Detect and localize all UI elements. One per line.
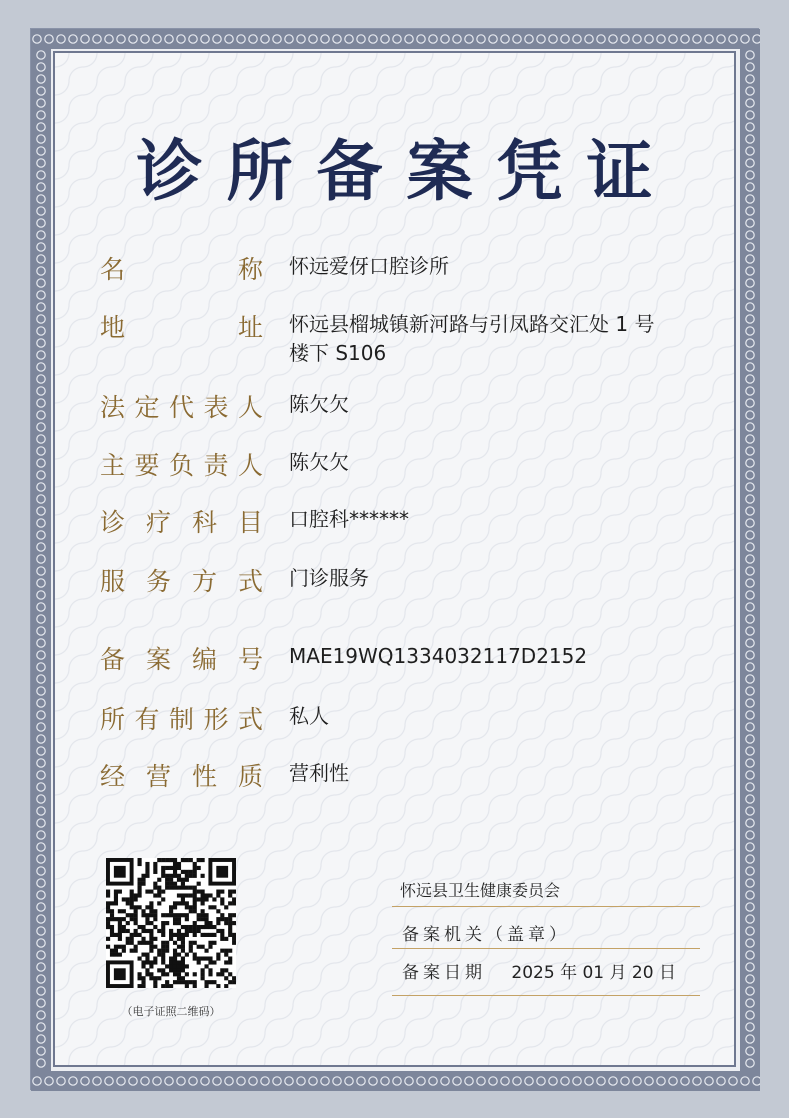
field-label <box>100 503 263 539</box>
field-label-char: 有 <box>134 705 160 734</box>
field-label-char: 址 <box>237 313 263 342</box>
field-label-char: 负 <box>168 451 194 480</box>
field-label-char: 制 <box>168 705 194 734</box>
filing-date-label: 备案日期 <box>402 963 486 983</box>
field-label-char: 务 <box>145 567 171 596</box>
field-value <box>289 642 709 671</box>
field-label-char: 代 <box>168 393 194 422</box>
field-value-line: 营利性 <box>289 761 349 785</box>
field-value-line: MAE19WQ1334032117D2152 <box>289 644 588 668</box>
field-value-line: 私人 <box>289 704 329 728</box>
field-value <box>289 448 709 477</box>
field-label-char: 方 <box>191 567 217 596</box>
field-label-char: 称 <box>237 255 263 284</box>
issuing-agency: 怀远县卫生健康委员会 <box>400 881 561 900</box>
field-label <box>100 640 263 676</box>
field-label-char: 诊 <box>100 508 126 537</box>
field-label <box>100 562 263 598</box>
field-label-char: 责 <box>203 451 229 480</box>
field-label-char: 性 <box>191 762 217 791</box>
field-label-char: 形 <box>203 705 229 734</box>
field-label <box>100 250 263 286</box>
field-label-char: 地 <box>100 313 126 342</box>
field-label-char: 表 <box>203 393 229 422</box>
field-label-char: 要 <box>134 451 160 480</box>
field-value <box>289 759 709 788</box>
filing-date-row <box>402 958 676 983</box>
field-value <box>289 702 709 731</box>
field-value <box>289 564 709 593</box>
field-label <box>100 446 263 482</box>
field-label <box>100 757 263 793</box>
field-label-char: 法 <box>100 393 126 422</box>
field-label-char: 所 <box>100 705 126 734</box>
divider-line <box>392 906 700 907</box>
field-label-char: 式 <box>237 567 263 596</box>
field-label-char: 疗 <box>145 508 171 537</box>
seal-label: 备案机关（盖章） <box>402 925 570 945</box>
field-label <box>100 388 263 424</box>
certificate-title: 诊所备案凭证 <box>136 133 677 210</box>
field-label-char: 定 <box>134 393 160 422</box>
field-label-char: 主 <box>100 451 126 480</box>
field-label-char: 编 <box>191 645 217 674</box>
field-label-char: 式 <box>237 705 263 734</box>
qr-code <box>106 858 236 988</box>
field-value <box>289 505 709 534</box>
qr-caption: （电子证照二维码） <box>121 1005 221 1018</box>
field-label-char: 名 <box>100 255 126 284</box>
field-value-line: 陈欠欠 <box>289 450 349 474</box>
field-label-char: 号 <box>237 645 263 674</box>
field-label-char: 案 <box>145 645 171 674</box>
field-value <box>289 310 709 368</box>
field-label-char: 科 <box>191 508 217 537</box>
field-label-char: 人 <box>237 451 263 480</box>
field-value-line: 门诊服务 <box>289 566 369 590</box>
field-value <box>289 390 709 419</box>
field-label <box>100 308 263 344</box>
field-value-line: 怀远县榴城镇新河路与引凤路交汇处 1 号 <box>289 312 655 336</box>
field-label-char: 目 <box>237 508 263 537</box>
field-label-char: 备 <box>100 645 126 674</box>
field-value-line: 口腔科****** <box>289 507 409 531</box>
divider-line <box>392 948 700 949</box>
field-value-line: 陈欠欠 <box>289 392 349 416</box>
field-label-char: 服 <box>100 567 126 596</box>
filing-date-value: 2025 年 01 月 20 日 <box>511 963 676 983</box>
field-value-line: 怀远爱伢口腔诊所 <box>289 254 449 278</box>
field-value-line: 楼下 S106 <box>289 341 387 365</box>
field-label-char: 质 <box>237 762 263 791</box>
field-label-char: 人 <box>237 393 263 422</box>
divider-line <box>392 995 700 996</box>
field-label-char: 经 <box>100 762 126 791</box>
field-label-char: 营 <box>145 762 171 791</box>
field-value <box>289 252 709 281</box>
field-label <box>100 700 263 736</box>
